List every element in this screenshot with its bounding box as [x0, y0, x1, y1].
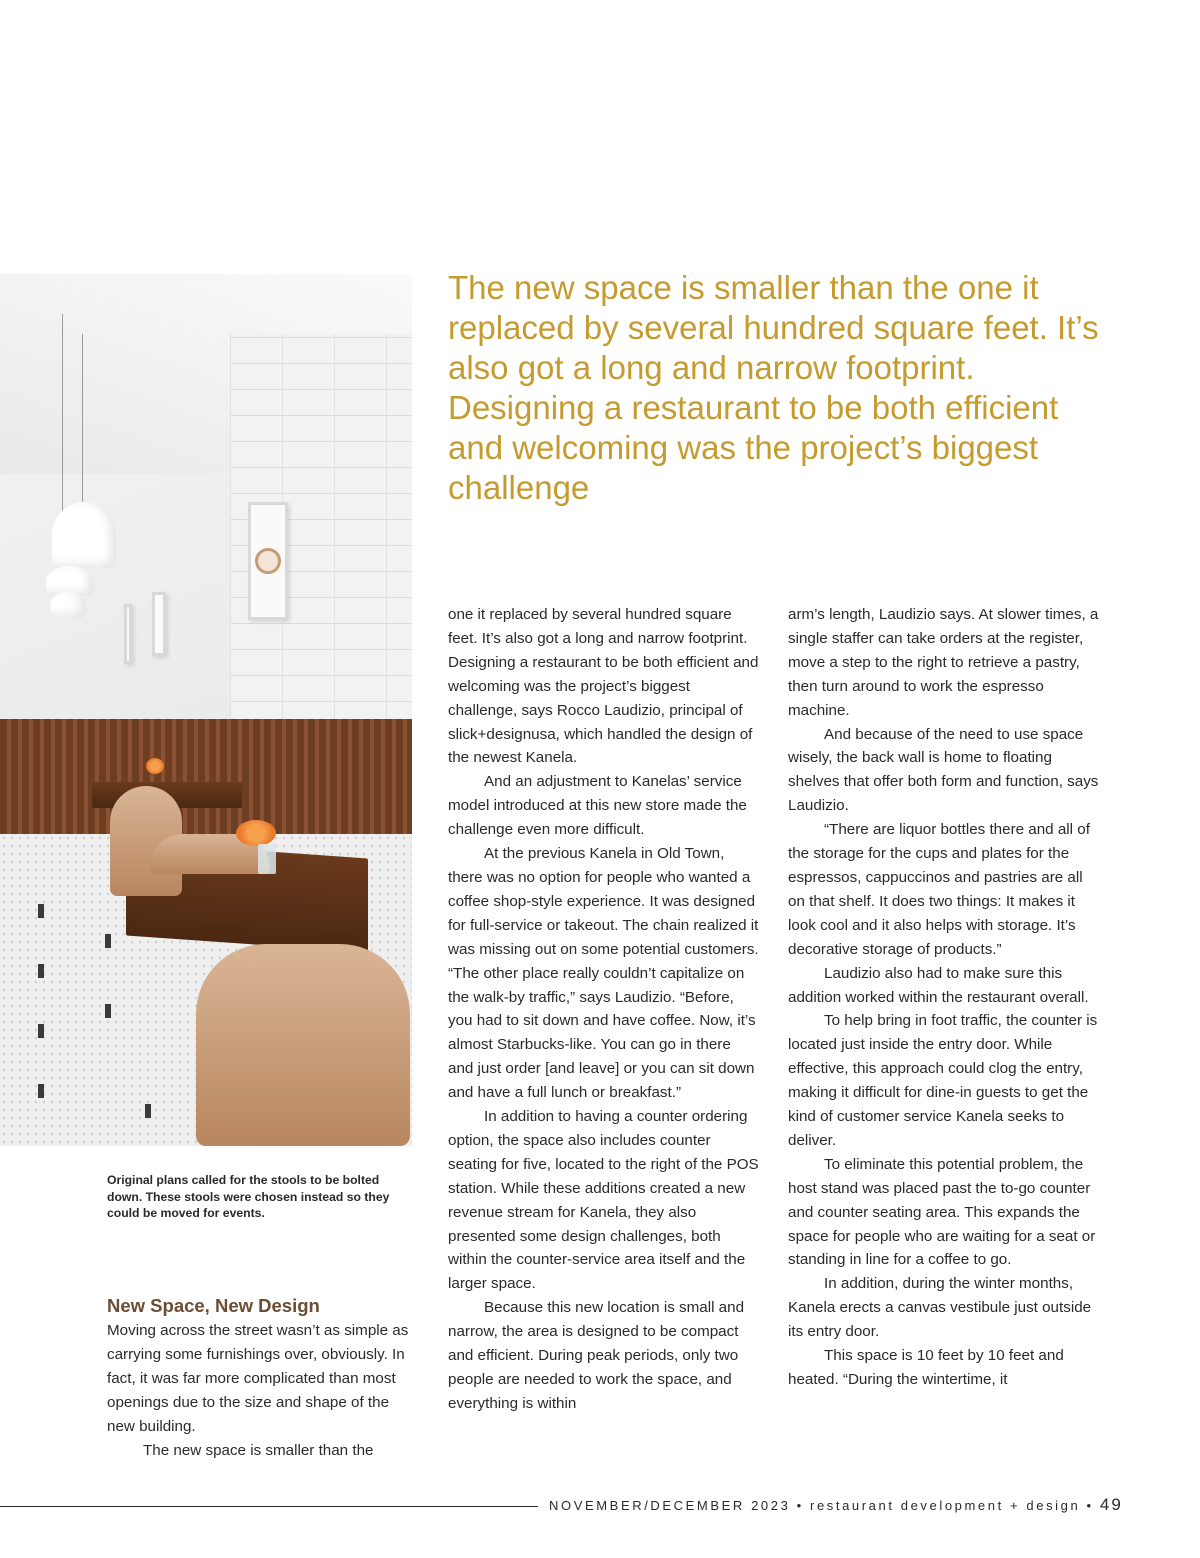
restaurant-interior-photo: [0, 274, 412, 1146]
photo-caption: Original plans called for the stools to be bolted down. These stools were chosen instead so they could be moved for events.: [107, 1173, 390, 1220]
paragraph: Laudizio also had to make sure this addition worked within the restaurant overall.: [788, 964, 1089, 1006]
paragraph: Moving across the street wasn’t as simple as carrying some furnishings over, obviously. In fact, it was far more complicated than most openings due to the size and shape of the new building.: [107, 1322, 409, 1435]
stool: [196, 944, 410, 1146]
issue-date: NOVEMBER/DECEMBER 2023: [549, 1498, 791, 1513]
paragraph: To help bring in foot traffic, the counter is located just inside the entry door. While effective, this approach could clog the entry, making it difficult for dine-in guests to get the kind of customer service Kanela seeks to deliver.: [788, 1012, 1098, 1149]
section-heading: New Space, New Design: [107, 1295, 320, 1316]
body-column-3: [788, 603, 1100, 1392]
flower: [146, 758, 164, 774]
paragraph: This space is 10 feet by 10 feet and heated. “During the wintertime, it: [788, 1347, 1064, 1388]
flower: [236, 820, 276, 846]
bullet-separator: •: [796, 1498, 804, 1513]
pendant-lamp: [50, 592, 86, 618]
paragraph: “The other place really couldn’t capitalize on the walk-by traffic,” says Laudizio. “Before, you had to sit down and have coffee. Now, it’s almost Starbucks-like. You can go in there and just order [and leave] or you can sit down and have a full lunch or breakfast.”: [448, 964, 756, 1102]
body-column-2: [448, 603, 760, 1416]
wall-art-frame: [152, 592, 166, 656]
page-number: 49: [1099, 1495, 1123, 1514]
footer-rule: [0, 1506, 538, 1507]
wall-art-frame: [124, 604, 132, 664]
paragraph: “There are liquor bottles there and all of the storage for the cups and plates for the espressos, cappuccinos and pastries are all on that shelf. It does two things: It makes it look cool and it also helps with storage. It’s decorative storage of products.”: [788, 821, 1090, 958]
paragraph: And an adjustment to Kanelas’ service model introduced at this new store made the challenge even more difficult.: [448, 773, 747, 839]
pendant-lamp: [52, 502, 116, 568]
paragraph: To eliminate this potential problem, the host stand was placed past the to-go counter and counter seating area. This expands the space for people who are waiting for a seat or standing in line for a coffee to go.: [788, 1155, 1096, 1269]
paragraph: one it replaced by several hundred square feet. It’s also got a long and narrow footprint. Designing a restaurant to be both efficient and welcoming was the project’s biggest challenge, says Rocco Laudizio, principal of slick+designusa, which handled the design of the newest Kanela.: [448, 606, 759, 767]
paragraph: At the previous Kanela in Old Town, there was no option for people who wanted a coffee shop-style experience. It was designed for full-service or takeout. The chain realized it was missing out on some potential customers.: [448, 845, 759, 958]
body-column-1: [107, 1319, 419, 1462]
publication-name: restaurant development + design: [810, 1498, 1081, 1513]
bullet-separator: •: [1086, 1498, 1094, 1513]
paragraph: In addition, during the winter months, Kanela erects a canvas vestibule just outside its entry door.: [788, 1275, 1092, 1341]
vase: [258, 844, 276, 874]
paragraph: arm’s length, Laudizio says. At slower times, a single staffer can take orders at the register, move a step to the right to retrieve a pastry, then turn around to work the espresso machine.: [788, 606, 1099, 719]
paragraph: The new space is smaller than the: [143, 1441, 374, 1459]
pull-quote: The new space is smaller than the one it replaced by several hundred square feet. It’s also got a long and narrow footprint. Designing a restaurant to be both efficient and welcoming was the project’s biggest challenge: [448, 269, 1099, 506]
paragraph: And because of the need to use space wisely, the back wall is home to floating shelves that offer both form and function, says Laudizio.: [788, 725, 1099, 815]
page-footer: [549, 1495, 1123, 1515]
paragraph: In addition to having a counter ordering option, the space also includes counter seating for five, located to the right of the POS station. While these additions created a new revenue stream for Kanela, they also presented some design challenges, both within the counter-service area itself and the larger space.: [448, 1108, 759, 1293]
paragraph: Because this new location is small and narrow, the area is designed to be compact and efficient. During peak periods, only two people are needed to work the space, and everything is within: [448, 1299, 745, 1412]
wall-art-frame: [248, 502, 288, 620]
